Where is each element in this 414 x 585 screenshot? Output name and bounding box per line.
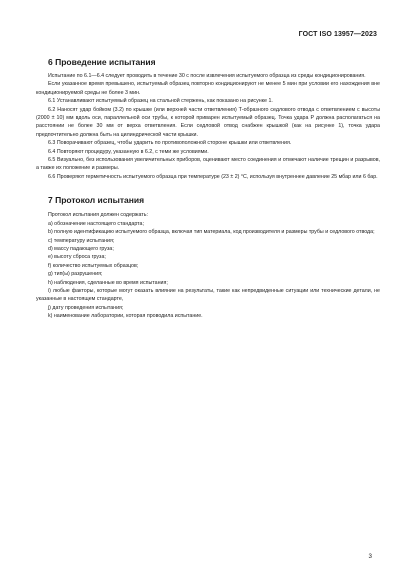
- list-item: f) количество испытуемых образцов;: [48, 262, 139, 269]
- list-item: c) температуру испытания;: [48, 237, 115, 244]
- document-header: ГОСТ ISO 13957—2023: [298, 31, 377, 38]
- list-item: d) массу падающего груза;: [48, 245, 114, 252]
- list-item: e) высоту сброса груза;: [48, 254, 106, 261]
- list-item: b) полную идентификацию испытуемого образца, включая тип материала, код производителя и размеры трубы и седлового отвода;: [48, 229, 375, 236]
- list-item: k) наименование лаборатории, которая проводила испытание.: [48, 313, 203, 320]
- list-item: g) тип(ы) разрушения;: [48, 271, 103, 278]
- section-7-body: [36, 211, 380, 320]
- list-item: Протокол испытания должен содержать:: [48, 212, 148, 219]
- list-item: a) обозначение настоящего стандарта;: [48, 220, 144, 227]
- paragraph: Испытание по 6.1—6.4 следует проводить в течение 30 с после извлечения испытуемого образца из среды кондиционирования.: [48, 73, 366, 79]
- paragraph: 6.5 Визуально, без использования увеличительных приборов, оценивают место соединения и отмечают наличие трещин и разрывов, а также их положение и размеры.: [36, 157, 380, 172]
- page-number: 3: [368, 553, 372, 560]
- paragraph: 6.3 Поворачивают образец, чтобы ударить по противоположной стороне крышки или ответвления.: [48, 140, 292, 147]
- paragraph: 6.6 Проверяют герметичность испытуемого образца при температуре (23 ± 2) °С, используя внутреннее давление 25 мбар или 6 бар.: [48, 173, 378, 180]
- page-content: [36, 56, 380, 321]
- paragraph: 6.4 Повторяют процедуру, указанную в 6.2, с теми же условиями.: [48, 148, 209, 155]
- paragraph: Если указанное время превышено, испытуемый образец повторно кондиционируют не менее 5 мин при условии его нахождения вне кондиционируемой среды не более 3 мин.: [36, 81, 380, 96]
- paragraph: 6.1 Устанавливают испытуемый образец на стальной стержень, как показано на рисунке 1.: [48, 98, 273, 105]
- list-item: j) дату проведения испытания;: [48, 304, 124, 311]
- list-item: h) наблюдения, сделанные во время испытания;: [48, 279, 168, 286]
- paragraph: 6.2 Наносят удар бойком (3.2) по крышке (или верхней части ответвления) Т-образного седлового отвода с ответвлением с высоты (2000 ± 10) мм вдоль оси, параллельной оси трубы, к которой приварен испытуемый образец. Точка удара P должна располагаться на расстоянии не более 30 мм от верха ответвления. Если седловой отвод снабжен крышкой (как на рисунке 1), точка удара предпочтительно должна быть на цилиндрической части крышки.: [36, 106, 380, 138]
- section-6-body: [36, 72, 380, 181]
- list-item: i) любые факторы, которые могут оказать влияние на результаты, такие как непредвиденные ситуации или технические детали, не указанные в настоящем стандарте,: [36, 287, 380, 303]
- section-7-title: 7 Протокол испытания: [48, 195, 145, 206]
- section-6-title: 6 Проведение испытания: [48, 57, 156, 67]
